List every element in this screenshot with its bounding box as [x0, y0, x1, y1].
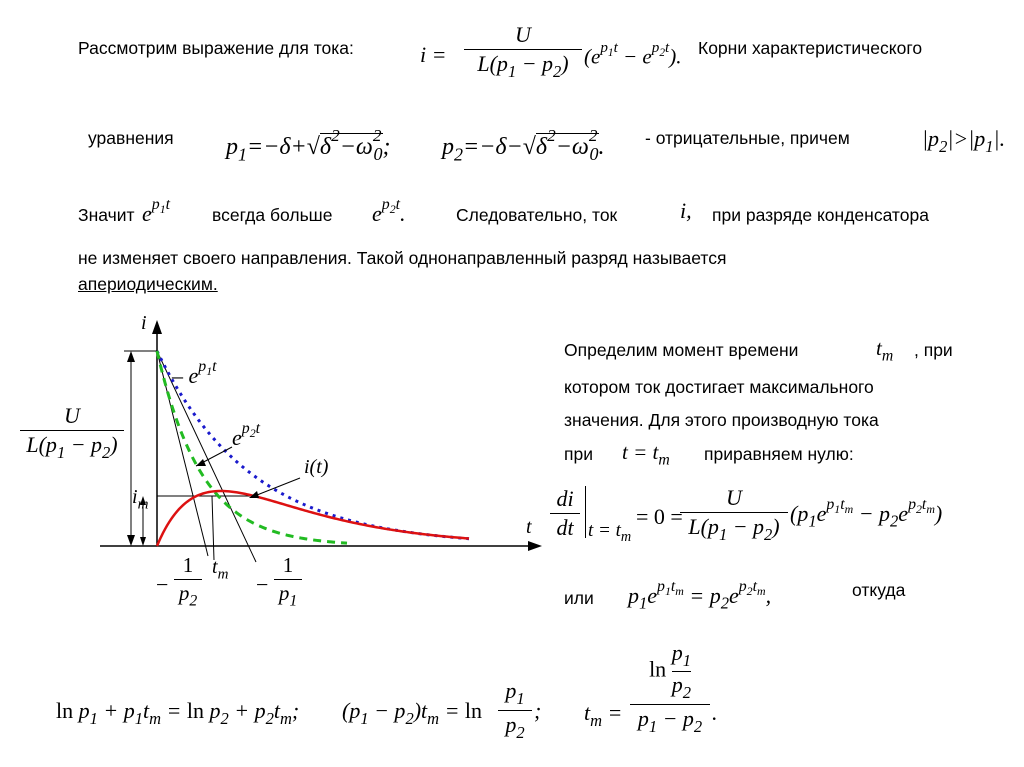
- exp-p1t: $e^{p_1t}$: [142, 196, 171, 226]
- deriv-fraction: U $L(p_1 - p_2)$: [680, 485, 788, 545]
- derivative-text: значения. Для этого производную тока: [564, 410, 879, 430]
- discharge-text: при разряде конденсатора: [712, 205, 929, 225]
- root-p2: $p_2=-\delta-√\delta^2-\omega^2_0$.: [442, 126, 605, 165]
- formula-fraction: U $L(p_1 - p_2)$: [464, 22, 582, 82]
- curve-ep1-label: – $e^{p_1t}$: [172, 358, 217, 388]
- equals-zero: = 0 =: [636, 504, 683, 529]
- axis-t-label: t: [526, 516, 532, 538]
- x-label-p1: 1 $p_1$: [274, 553, 302, 611]
- x-label-tm: $t_m$: [212, 556, 229, 583]
- whence-text: откуда: [852, 580, 906, 600]
- axis-i-label: i: [141, 312, 147, 334]
- aperiodic-text: апериодическим.: [78, 274, 218, 294]
- t-axis-arrow: [528, 541, 542, 551]
- i-axis-arrow: [152, 320, 162, 334]
- abs-compare: $|p_2|>|p_1|$.: [922, 126, 1006, 156]
- therefore-text: Следовательно, ток: [456, 205, 618, 225]
- after-formula-text: Корни характеристического: [698, 38, 923, 58]
- root-p1: $p_1=-\delta+√\delta^2-\omega^2_0$;: [226, 126, 391, 165]
- deriv-tail: $(p_1e^{p_1t_m} - p_2e^{p_2t_m})$: [790, 496, 943, 531]
- curve-it-label: i(t): [304, 456, 329, 478]
- define-text: Определим момент времени: [564, 340, 799, 360]
- equation-label: уравнения: [88, 128, 174, 148]
- at-text: при: [564, 444, 593, 464]
- minus-p2: −: [156, 572, 169, 597]
- formula-i: i =: [420, 42, 447, 67]
- direction-text: не изменяет своего направления. Такой однонаправленный разряд называется: [78, 248, 727, 268]
- curve-ep2-label: $e^{p_2t}$: [232, 420, 261, 450]
- define-tail: , при: [914, 340, 953, 360]
- tm-marker: [212, 496, 214, 560]
- intro-text: Рассмотрим выражение для тока:: [78, 38, 354, 58]
- max-text: котором ток достигает максимального: [564, 377, 874, 397]
- ratio-fraction: $p_1$ $p_2$: [498, 678, 532, 743]
- zero-text: приравняем нулю:: [704, 444, 854, 464]
- tm-result-fraction: ln $\frac{p_1}{p_2}$ $p_1 - p_2$: [630, 640, 710, 736]
- current-i: i,: [680, 198, 692, 223]
- di-dt: di dt: [550, 486, 580, 541]
- exp-p2t: $e^{p_2t}$.: [372, 196, 406, 226]
- amplitude-fraction: U $L(p_1 - p_2)$: [20, 403, 124, 463]
- t-eq-tm: $t = t_m$: [622, 440, 670, 469]
- log-equation: $\ln p_1 + p_1t_m = \ln p_2 + p_2t_m$;: [56, 698, 300, 728]
- tm-result-lhs: $t_m$ =: [584, 700, 623, 730]
- minus-p1: −: [256, 572, 269, 597]
- tm-symbol: $t_m$: [876, 336, 894, 365]
- final-period: .: [712, 700, 718, 725]
- hence-text: Значит: [78, 205, 135, 225]
- im-label: $i_m$: [132, 486, 149, 513]
- ratio-equation: $(p_1 - p_2)t_m = \ln$: [342, 698, 483, 728]
- or-equation: $p_1e^{p_1t_m} = p_2e^{p_2t_m}$,: [628, 578, 772, 613]
- formula-exp-diff: $(e^{p_1t} - e^{p_2t})$.: [584, 40, 682, 69]
- negative-text: - отрицательные, причем: [645, 128, 850, 148]
- eval-at-tm: $t = t_m$: [588, 520, 632, 545]
- x-label-p2: 1 $p_2$: [174, 553, 202, 611]
- or-text: или: [564, 588, 594, 608]
- semicolon: ;: [534, 698, 542, 723]
- always-greater-text: всегда больше: [212, 205, 333, 225]
